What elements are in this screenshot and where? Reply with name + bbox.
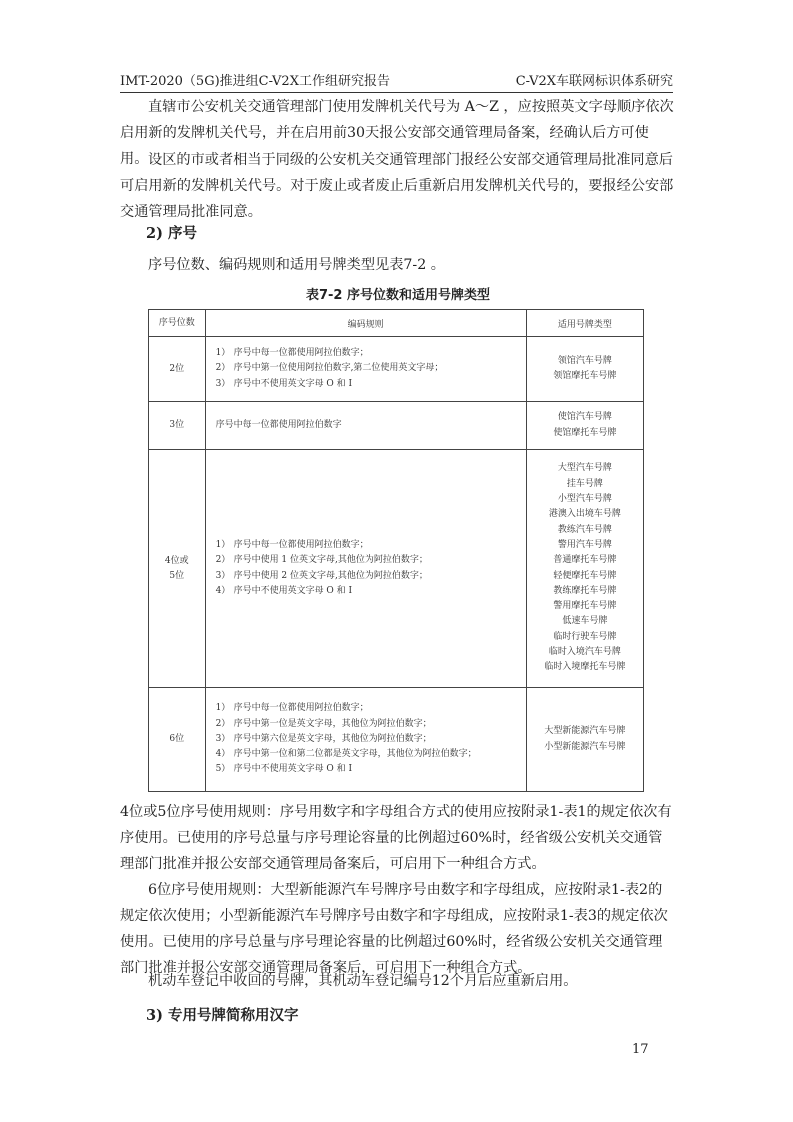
header-left: IMT-2020（5G)推进组C-V2X工作组研究报告 <box>120 74 390 89</box>
header-right: C-V2X车联网标识体系研究 <box>515 74 673 89</box>
table-row <box>149 688 644 792</box>
digits-cell: 6位 <box>149 688 206 792</box>
rules-cell <box>205 688 526 792</box>
serial-number-table <box>148 309 644 792</box>
section-heading-2: 2) 序号 <box>146 225 197 242</box>
types-cell: 领馆汽车号牌 领馆摩托车号牌 <box>526 337 643 402</box>
table-row <box>149 337 644 402</box>
paragraph-1: 直辖市公安机关交通管理部门使用发牌机关代号为 A～Z ，应按照英文字母顺序依次启用新的发牌机关代号，并在启用前30天报公安部交通管理局备案，经确认后方可使用。 <box>120 99 674 167</box>
page-number: 17 <box>632 1042 649 1057</box>
section-heading-3: 3) 专用号牌简称用汉字 <box>146 1007 299 1024</box>
table-row <box>149 402 644 450</box>
rules-cell <box>205 402 526 450</box>
table-header-row <box>149 310 644 337</box>
digits-cell: 4位或 5位 <box>149 450 206 688</box>
rules-cell <box>205 337 526 402</box>
types-cell: 大型汽车号牌 挂车号牌 小型汽车号牌 港澳入出境车号牌 教练汽车号牌 警用汽车号牌 普通摩托车号牌 轻便摩托车号牌 教练摩托车号牌 警用摩托车号牌 低速车号牌 临时行驶车号牌 临时入境汽车号牌 临时入境摩托车号牌 <box>526 450 643 688</box>
paragraph-5: 6位序号使用规则：大型新能源汽车号牌序号由数字和字母组成，应按附录1-表2的规定依次使用；小型新能源汽车号牌序号由数字和字母组成，应按附录1-表3的规定依次使用。已使用的序号总量与序号理论容量的比例超过60%时，经省级公安机关交通管理部门批准并报公安部交通管理局备案后，可启用下一种组合方式。 <box>120 882 668 976</box>
rule-item: 3） 序号中不使用英文字母 O 和 I <box>215 378 353 389</box>
digits-cell: 2位 <box>149 337 206 402</box>
rule-item: 1） 序号中每一位都使用阿拉伯数字； <box>215 539 369 550</box>
rules-cell <box>205 450 526 688</box>
rule-item: 2） 序号中使用 1 位英文字母,其他位为阿拉伯数字； <box>215 555 428 566</box>
col-header-digits: 序号位数 <box>149 310 206 337</box>
header-divider <box>120 92 673 93</box>
table-caption: 表7-2 序号位数和适用号牌类型 <box>305 288 490 303</box>
col-header-types: 适用号牌类型 <box>526 310 643 337</box>
types-cell: 大型新能源汽车号牌 小型新能源汽车号牌 <box>526 688 643 792</box>
paragraph-6: 机动车登记中收回的号牌，其机动车登记编号12个月后应重新启用。 <box>148 973 578 989</box>
rule-item: 4） 序号中不使用英文字母 O 和 I <box>215 585 353 596</box>
rule-item: 5） 序号中不使用英文字母 O 和 I <box>215 764 353 775</box>
rule-item: 2） 序号中第一位是英文字母，其他位为阿拉伯数字； <box>215 718 432 729</box>
col-header-rules: 编码规则 <box>205 310 526 337</box>
paragraph-4: 4位或5位序号使用规则：序号用数字和字母组合方式的使用应按附录1-表1的规定依次有序使用。已使用的序号总量与序号理论容量的比例超过60%时，经省级公安机关交通管理部门批准并报公安部交通管理局备案后，可启用下一种组合方式。 <box>120 804 672 872</box>
page-header <box>120 70 673 90</box>
rule-item: 3） 序号中使用 2 位英文字母,其他位为阿拉伯数字； <box>215 570 428 581</box>
digits-cell: 3位 <box>149 402 206 450</box>
rule-item: 2） 序号中第一位使用阿拉伯数字,第二位使用英文字母； <box>215 363 444 374</box>
table-row <box>149 450 644 688</box>
types-cell: 使馆汽车号牌 使馆摩托车号牌 <box>526 402 643 450</box>
rule-item: 4） 序号中第一位和第二位都是英文字母，其他位为阿拉伯数字； <box>215 749 477 760</box>
rule-item: 3） 序号中第六位是英文字母，其他位为阿拉伯数字； <box>215 733 432 744</box>
paragraph-2: 设区的市或者相当于同级的公安机关交通管理部门报经公安部交通管理局批准同意后可启用新的发牌机关代号。对于废止或者废止后重新启用发牌机关代号的，要报经公安部交通管理局批准同意。 <box>120 152 674 220</box>
rule-item: 1） 序号中每一位都使用阿拉伯数字； <box>215 703 369 714</box>
rule-item: 序号中每一位都使用阿拉伯数字 <box>215 419 342 430</box>
rule-item: 1） 序号中每一位都使用阿拉伯数字； <box>215 348 369 359</box>
paragraph-3: 序号位数、编码规则和适用号牌类型见表7-2 。 <box>148 257 445 273</box>
